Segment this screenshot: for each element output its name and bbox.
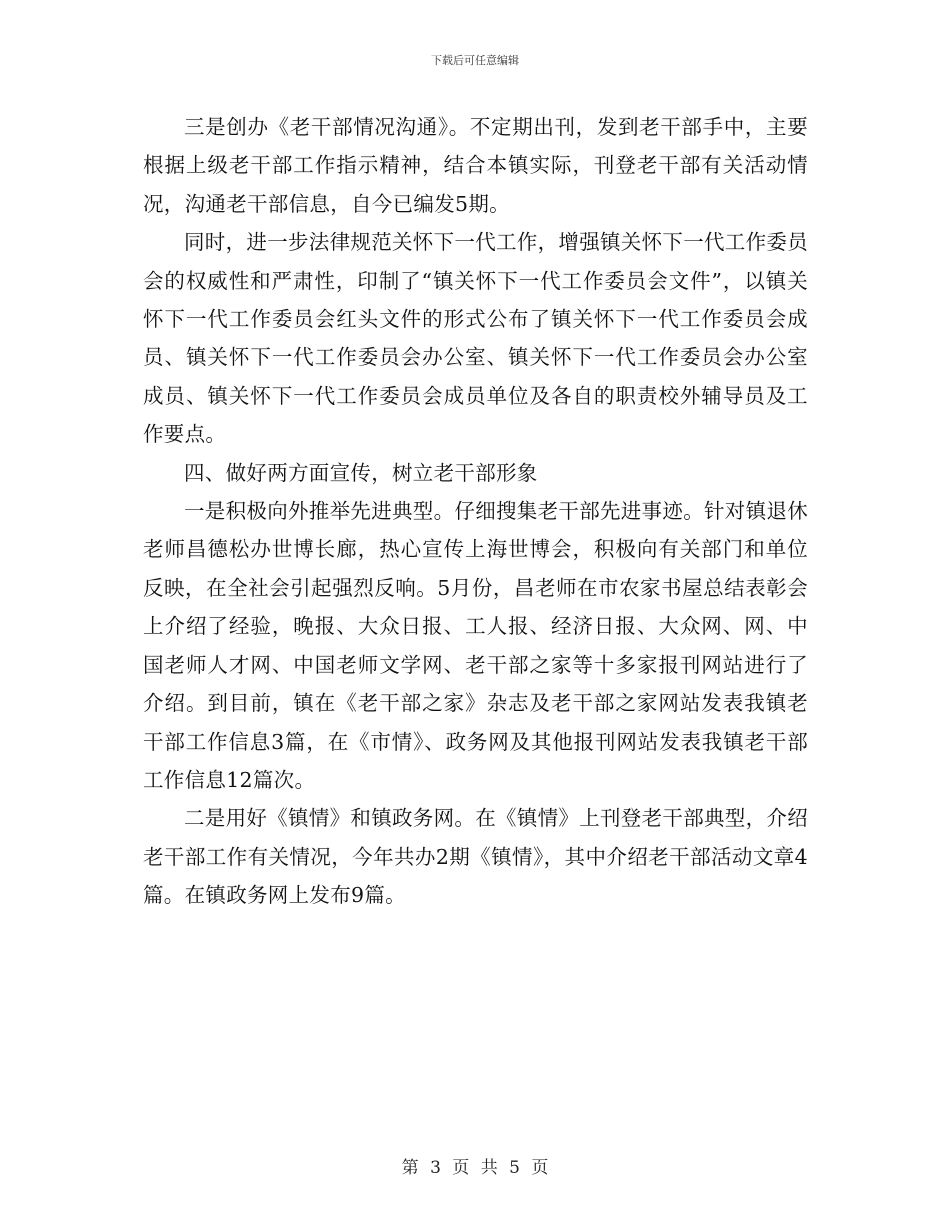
paragraph-town-news: 二是用好《镇情》和镇政务网。在《镇情》上刊登老干部典型，介绍老干部工作有关情况，今年共办2期《镇情》，其中介绍老干部活动文章4篇。在镇政务网上发布9篇。: [143, 806, 808, 908]
paragraph-promote-models: 一是积极向外推举先进典型。仔细搜集老干部先进事迹。针对镇退休老师昌德松办世博长廊，热心宣传上海世博会，积极向有关部门和单位反映，在全社会引起强烈反响。5月份，昌老师在市农家书屋总结表彰会上介绍了经验，晚报、大众日报、工人报、经济日报、大众网、网、中国老师人才网、中国老师文学网、老干部之家等十多家报刊网站进行了介绍。到目前，镇在《老干部之家》杂志及老干部之家网站发表我镇老干部工作信息3篇，在《市情》、政务网及其他报刊网站发表我镇老干部工作信息12篇次。: [143, 499, 808, 792]
footer-mid: 页: [452, 1158, 470, 1178]
paragraph-next-generation-work: 同时，进一步法律规范关怀下一代工作，增强镇关怀下一代工作委员会的权威性和严肃性，印制了“镇关怀下一代工作委员会文件”，以镇关怀下一代工作委员会红头文件的形式公布了镇关怀下一代工作委员会成员、镇关怀下一代工作委员会办公室、镇关怀下一代工作委员会办公室成员、镇关怀下一代工作委员会成员单位及各自的职责校外辅导员及工作要点。: [143, 230, 808, 447]
footer-prefix: 第: [401, 1158, 419, 1178]
footer-current-page: 3: [430, 1158, 441, 1178]
paragraph-newsletter: 三是创办《老干部情况沟通》。不定期出刊，发到老干部手中，主要根据上级老干部工作指示精神，结合本镇实际，刊登老干部有关活动情况，沟通老干部信息，自今已编发5期。: [143, 115, 808, 216]
footer-suffix: 页: [531, 1158, 549, 1178]
page-header-note: 下载后可任意编辑: [431, 54, 519, 67]
footer-total-prefix: 共: [480, 1158, 498, 1178]
document-body: [143, 108, 808, 915]
section-heading-publicity: 四、做好两方面宣传，树立老干部形象: [184, 460, 538, 485]
footer-total-pages: 5: [509, 1158, 520, 1178]
page-number-footer: [0, 1153, 950, 1178]
